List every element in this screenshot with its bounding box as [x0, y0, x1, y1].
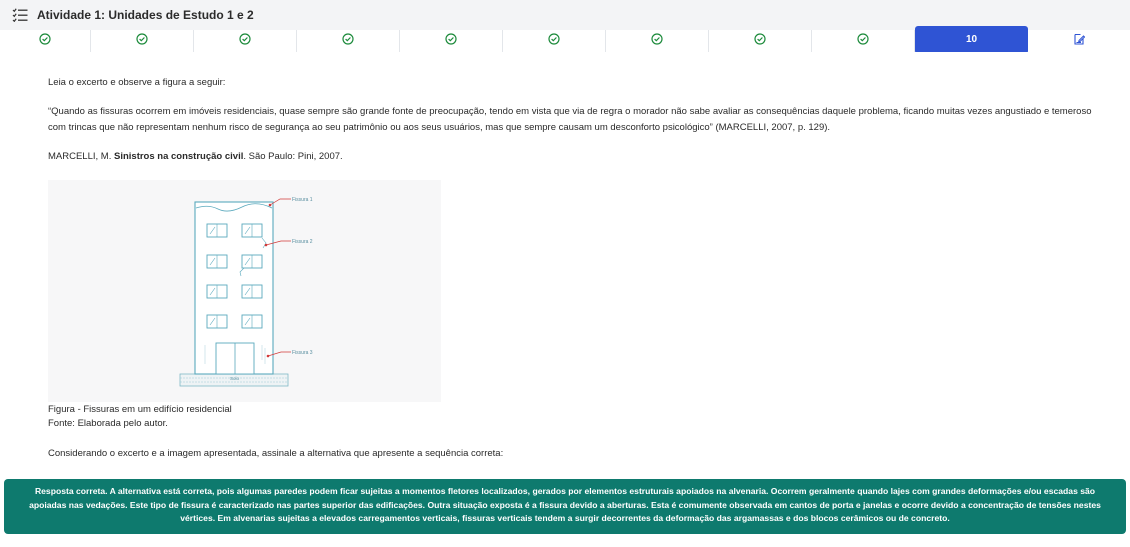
reference-author: MARCELLI, M.: [48, 151, 112, 162]
reference-title: Sinistros na construção civil: [114, 151, 244, 162]
question-reference: [48, 149, 1098, 165]
figure-caption: Figura - Fissuras em um edifício residencial: [48, 404, 232, 415]
figure-label-fissura-2: Fissura 2: [292, 239, 313, 245]
question-nav-item-8[interactable]: [709, 30, 812, 52]
answer-feedback-banner: [4, 479, 1126, 534]
question-nav-item-current[interactable]: [915, 26, 1028, 54]
check-circle-icon: [342, 32, 354, 50]
question-nav-item-7[interactable]: [606, 30, 709, 52]
question-nav-item-3[interactable]: [194, 30, 297, 52]
check-circle-icon: [754, 32, 766, 50]
figure-label-fissura-1: Fissura 1: [292, 197, 313, 203]
reference-publisher: . São Paulo: Pini, 2007.: [243, 151, 343, 162]
question-intro: Leia o excerto e observe a figura a seguir:: [48, 77, 226, 88]
question-nav-item-2[interactable]: [91, 30, 194, 52]
building-cracks-figure: [48, 180, 441, 402]
question-nav-item-5[interactable]: [400, 30, 503, 52]
check-circle-icon: [857, 32, 869, 50]
figure-label-fissura-3: Fissura 3: [292, 350, 313, 356]
check-circle-icon: [548, 32, 560, 50]
question-nav-item-1[interactable]: [0, 30, 91, 52]
check-circle-icon: [39, 32, 51, 50]
check-circle-icon: [651, 32, 663, 50]
check-circle-icon: [445, 32, 457, 50]
list-check-icon[interactable]: [12, 8, 28, 22]
feedback-text: Resposta correta. A alternativa está correta, pois algumas paredes podem ficar sujeitas a momentos fletores localizados, gerados por elementos estruturais apoiados na alvenaria. Ocorrem geralmente quando lajes com grandes deformações e/ou escadas são apoiadas nas vedações. Este tipo de fissura é caracterizado nas partes superior das edificações. Outra situação exposta é a fissura devido a aberturas. Esta é comumente observada em cantos de porta e janelas e ocorre devido a concentração de tensões nestes vértices. Em alvenarias sujeitas a elevados carregamentos verticais, fissuras verticais tendem a surgir decorrentes da deformação das argamassas e dos blocos cerâmicos ou de concreto.: [29, 486, 1101, 523]
question-navigation: [0, 30, 1130, 52]
question-nav-item-4[interactable]: [297, 30, 400, 52]
figure-source: Fonte: Elaborada pelo autor.: [48, 418, 168, 429]
question-quote: “Quando as fissuras ocorrem em imóveis residenciais, quase sempre são grande fonte de preocupação, tendo em vista que via de regra o morador não sabe avaliar as consequências daquele problema, ficando muitas vezes angustiado e temeroso com trincas que não representam nenhum risco de segurança ao seu patrimônio ou aos seus usuários, mas que sempre causam um desconforto psicológico” (MARCELLI, 2007, p. 129).: [48, 106, 1092, 133]
document-edit-icon: [1074, 32, 1085, 50]
question-nav-item-9[interactable]: [812, 30, 915, 52]
check-circle-icon: [136, 32, 148, 50]
figure-ground-label: Solo: [230, 376, 240, 381]
question-nav-item-6[interactable]: [503, 30, 606, 52]
question-prompt: Considerando o excerto e a imagem apresentada, assinale a alternativa que apresente a sequência correta:: [48, 448, 504, 459]
check-circle-icon: [239, 32, 251, 50]
current-question-number: 10: [965, 34, 978, 45]
question-content: [0, 52, 1130, 547]
activity-title: Atividade 1: Unidades de Estudo 1 e 2: [37, 8, 254, 22]
finish-activity-button[interactable]: [1028, 30, 1130, 52]
